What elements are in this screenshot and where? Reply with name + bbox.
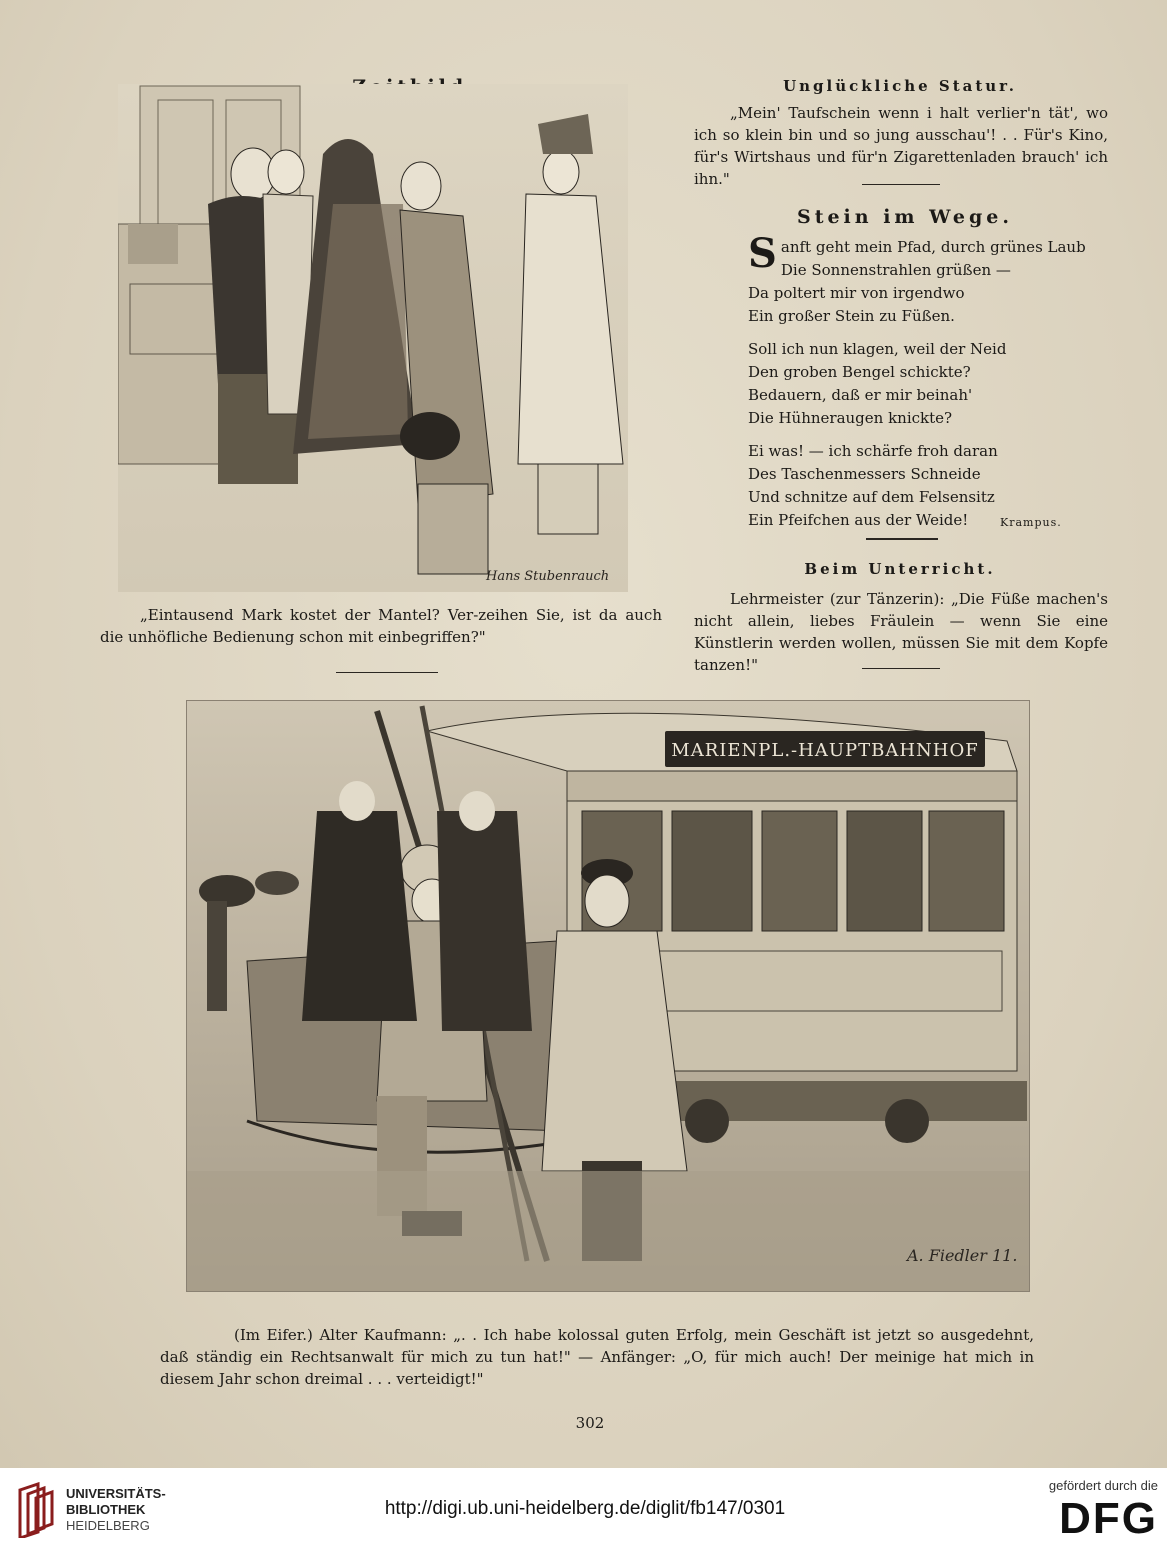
poem-line: Die Hühneraugen knickte? [748,409,953,427]
statur-title: Unglückliche Statur. [783,77,1017,95]
poem-title: Stein im Wege. [796,206,1014,228]
poem-line: Ein Pfeifchen aus der Weide! [748,511,969,529]
library-seal-icon [14,1482,62,1538]
tram-illustration [186,700,1030,1292]
tram-signature: A. Fiedler 11. [907,1246,1018,1265]
zeitbild-illustration [118,84,628,592]
poem-line: Und schnitze auf dem Felsensitz [748,488,995,506]
dfg-logo[interactable]: DFG [1059,1494,1158,1543]
poem-line: Da poltert mir von irgendwo [748,284,965,302]
tram-destination-sign: MARIENPL.-HAUPTBAHNHOF [671,740,979,761]
poem-author: Krampus. [1000,516,1062,529]
unterricht-title: Beim Unterricht. [804,560,996,578]
poem-dropcap: S [748,230,777,277]
divider-2 [866,538,938,540]
poem-line: Soll ich nun klagen, weil der Neid [748,340,1007,358]
viewer-footer [0,1468,1167,1552]
unterricht-text: Lehrmeister (zur Tänzerin): „Die Füße machen's nicht allein, liebes Fräulein — wenn Sie eine Künstlerin werden wollen, müssen Sie mit dem Kopfe tanzen!" [694,590,1108,674]
zeitbild-drawing [118,84,628,592]
tram-caption: (Im Eifer.) Alter Kaufmann: „. . Ich habe kolossal guten Erfolg, mein Geschäft ist jetzt so ausgedehnt, daß ständig ein Rechtsanwalt für mich zu tun hat!" — Anfänger: „O, für mich auch! Der meinige hat mich in diesem Jahr schon dreimal . . . verteidigt!" [160,1326,1034,1388]
poem-line: Des Taschenmessers Schneide [748,465,981,483]
library-logo[interactable] [14,1482,184,1538]
divider-1 [862,184,940,185]
permalink-url[interactable]: http://digi.ub.uni-heidelberg.de/diglit/fb147/0301 [384,1498,786,1519]
poem-stanza-1 [748,230,1088,328]
poem-line: Ein großer Stein zu Füßen. [748,307,955,325]
statur-text: „Mein' Taufschein wenn i halt verlier'n tät', wo ich so klein bin und so jung ausschau'! . . Für's Kino, für's Wirtshaus und für'n Zigarettenladen brauch' ich ihn." [694,104,1108,188]
poem-line: Bedauern, daß er mir beinah' [748,386,973,404]
zeitbild-signature: Hans Stubenrauch [486,569,610,584]
poem-line: Ei was! — ich schärfe froh daran [748,442,998,460]
poem-stanza-2 [748,338,1088,430]
divider-3 [862,668,940,669]
library-name-line2: BIBLIOTHEK [66,1502,146,1517]
library-name-line1: UNIVERSITÄTS- [66,1486,166,1501]
poem-line: Den groben Bengel schickte? [748,363,971,381]
poem [748,230,1088,532]
poem-line: Die Sonnenstrahlen grüßen — [780,261,1011,279]
tram-drawing [187,701,1029,1291]
zeitbild-caption: „Eintausend Mark kostet der Mantel? Ver-zeihen Sie, ist da auch die unhöfliche Bedienung schon mit einbegriffen?" [100,606,662,646]
divider-left [336,672,438,673]
funding-label: gefördert durch die [1048,1478,1158,1493]
poem-line: anft geht mein Pfad, durch grünes Laub [780,238,1086,256]
library-name-line3: HEIDELBERG [66,1518,150,1533]
page-number: 302 [575,1414,605,1432]
